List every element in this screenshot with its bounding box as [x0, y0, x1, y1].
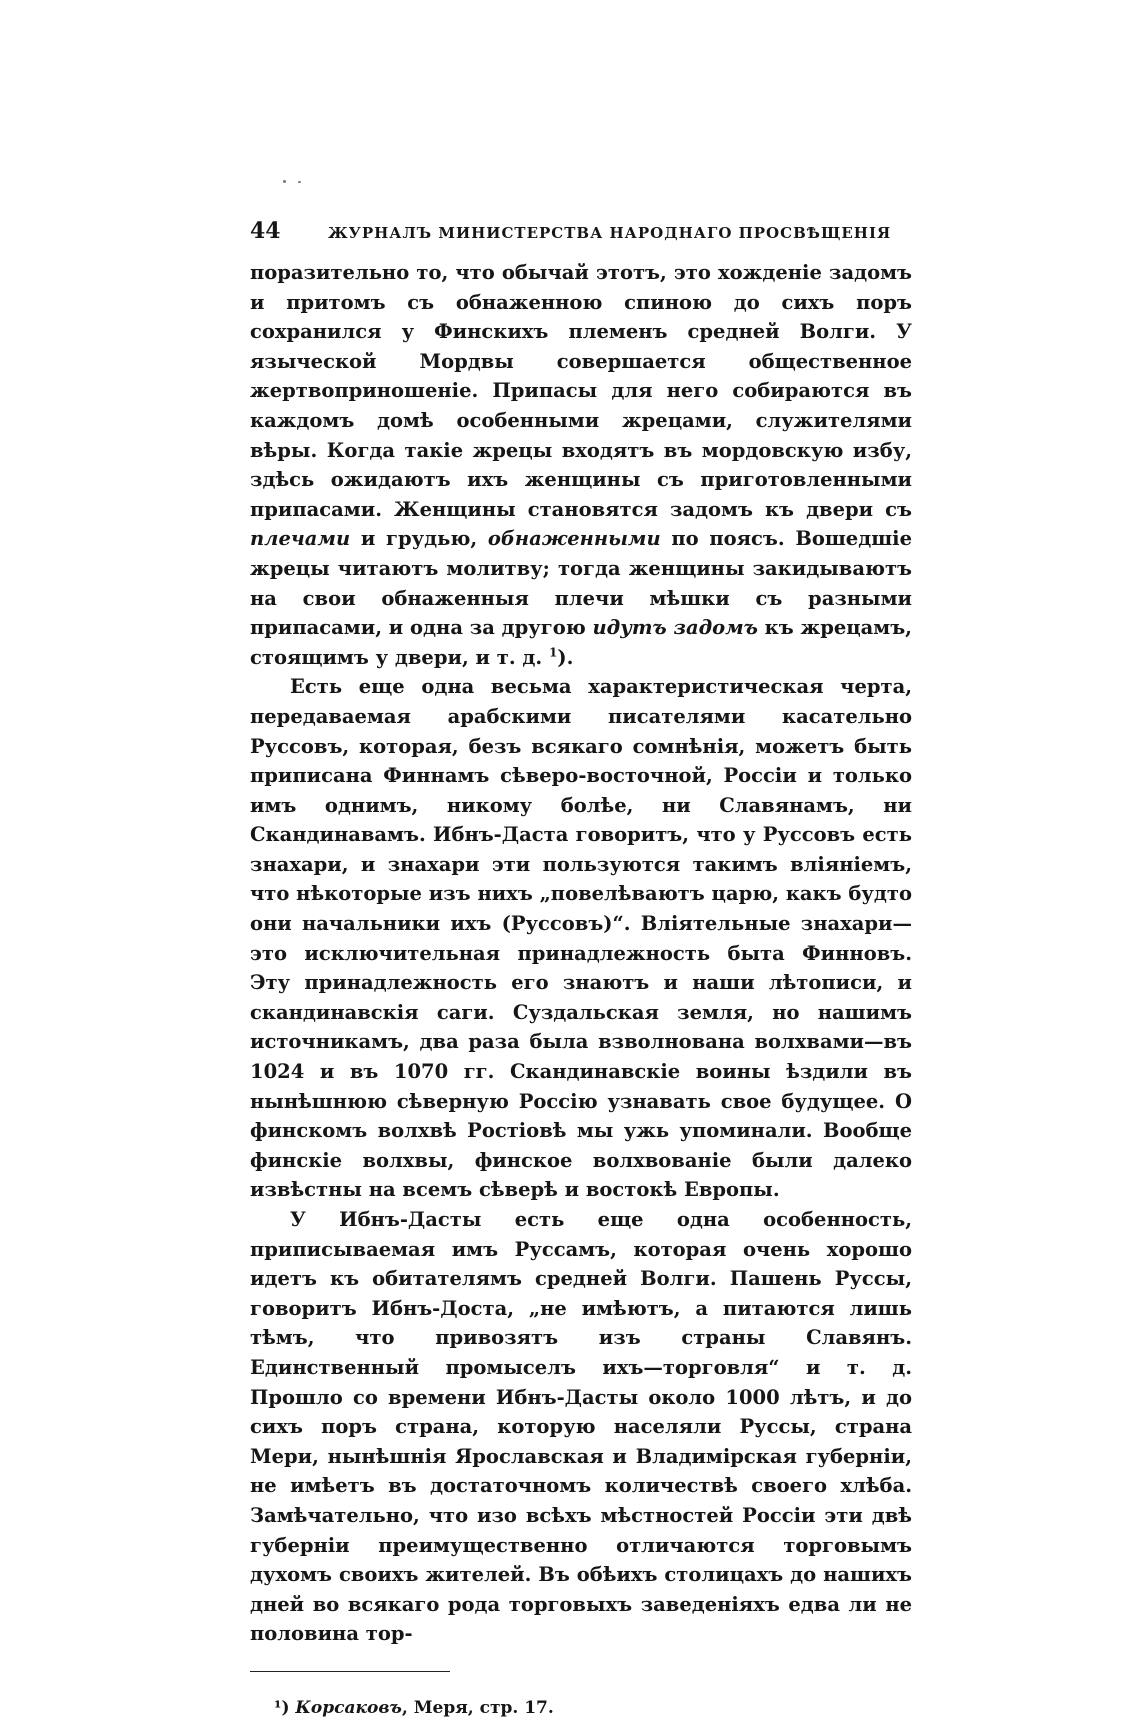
italic-emphasis: плечами [250, 527, 351, 551]
running-head [250, 218, 912, 258]
italic-emphasis: идутъ задомъ [592, 616, 758, 640]
footnote-reference[interactable]: 1 [549, 645, 558, 660]
footnote-text: , Меря, стр. 17. [401, 1697, 554, 1718]
footnote [250, 1698, 912, 1718]
paragraph-2: Есть еще одна весьма характеристическая черта, передаваемая арабскими писателями касательно Руссовъ, которая, безъ всякаго сомнѣнія, можетъ быть приписана Финнамъ сѣверо-восточной, Россіи и только имъ однимъ, никому болѣе, ни Славянамъ, ни Скандинавамъ. Ибнъ-Даста говоритъ, что у Руссовъ есть знахари, и знахари эти пользуются такимъ вліяніемъ, что нѣкоторые изъ нихъ „повелѣваютъ царю, какъ будто они начальники ихъ (Руссовъ)“. Вліятельные знахари—это исключительная принадлежность быта Финновъ. Эту принадлежность его знаютъ и наши лѣтописи, и скандинавскія саги. Суздальская земля, но нашимъ источникамъ, два раза была взволнована волхвами—въ 1024 и въ 1070 гг. Скандинавскіе воины ѣздили въ нынѣшнюю сѣверную Россію узнавать свое будущее. О финскомъ волхвѣ Ростіовѣ мы ужь упоминали. Вообще финскіе волхвы, финское волхвованіе были далеко извѣстны на всемъ сѣверѣ и востокѣ Европы. [250, 675, 912, 1202]
italic-emphasis: обнаженными [487, 527, 661, 551]
paragraph-text: къ жрецамъ, стоящимъ у двери, и т. д. [250, 616, 912, 669]
journal-title: ЖУРНАЛЪ МИНИСТЕРСТВА НАРОДНАГО ПРОСВѢЩЕНІЯ [328, 224, 892, 242]
paragraph-text: по поясъ. Вошедшіе жрецы читаютъ молитву; тогда женщины закидываютъ на свои обнаженныя плечи мѣшки съ разными припасами, и одна за другою [250, 527, 912, 640]
footnote-author: Корсаковъ [295, 1697, 402, 1718]
footnote-marker: ¹) [274, 1697, 290, 1718]
book-page [250, 218, 912, 1718]
scan-speck [298, 181, 301, 183]
footnote-divider [250, 1671, 450, 1672]
paragraph-1 [250, 258, 912, 672]
body-text [250, 258, 912, 1649]
paragraph-text: поразительно то, что обычай этотъ, это хожденіе задомъ и притомъ съ обнаженною спиною до сихъ поръ сохранился у Финскихъ племенъ средней Волги. У языческой Мордвы совершается общественное жертвоприношеніе. Припасы для него собираются въ каждомъ домѣ особенными жрецами, служителями вѣры. Когда такіе жрецы входятъ въ мордовскую избу, здѣсь ожидаютъ ихъ женщины съ приготовленными припасами. Женщины становятся задомъ къ двери съ [250, 261, 912, 521]
paragraph-text: ). [557, 645, 574, 669]
page-number: 44 [250, 218, 281, 244]
paragraph-text: и грудью, [350, 527, 488, 551]
scan-speck [283, 180, 286, 183]
paragraph-3: У Ибнъ-Дасты есть еще одна особенность, приписываемая имъ Руссамъ, которая очень хорошо идетъ къ обитателямъ средней Волги. Пашень Руссы, говоритъ Ибнъ-Доста, „не имѣютъ, а питаются лишь тѣмъ, что привозятъ изъ страны Славянъ. Единственный промыселъ ихъ—торговля“ и т. д. Прошло со времени Ибнъ-Дасты около 1000 лѣтъ, и до сихъ поръ страна, которую населяли Руссы, страна Мери, нынѣшнія Ярославская и Владимірская губерніи, не имѣетъ въ достаточномъ количествѣ своего хлѣба. Замѣчательно, что изо всѣхъ мѣстностей Россіи эти двѣ губерніи преимущественно отличаются торговымъ духомъ своихъ жителей. Въ обѣихъ столицахъ до нашихъ дней во всякаго рода торговыхъ заведеніяхъ едва ли не половина тор- [250, 1208, 912, 1646]
